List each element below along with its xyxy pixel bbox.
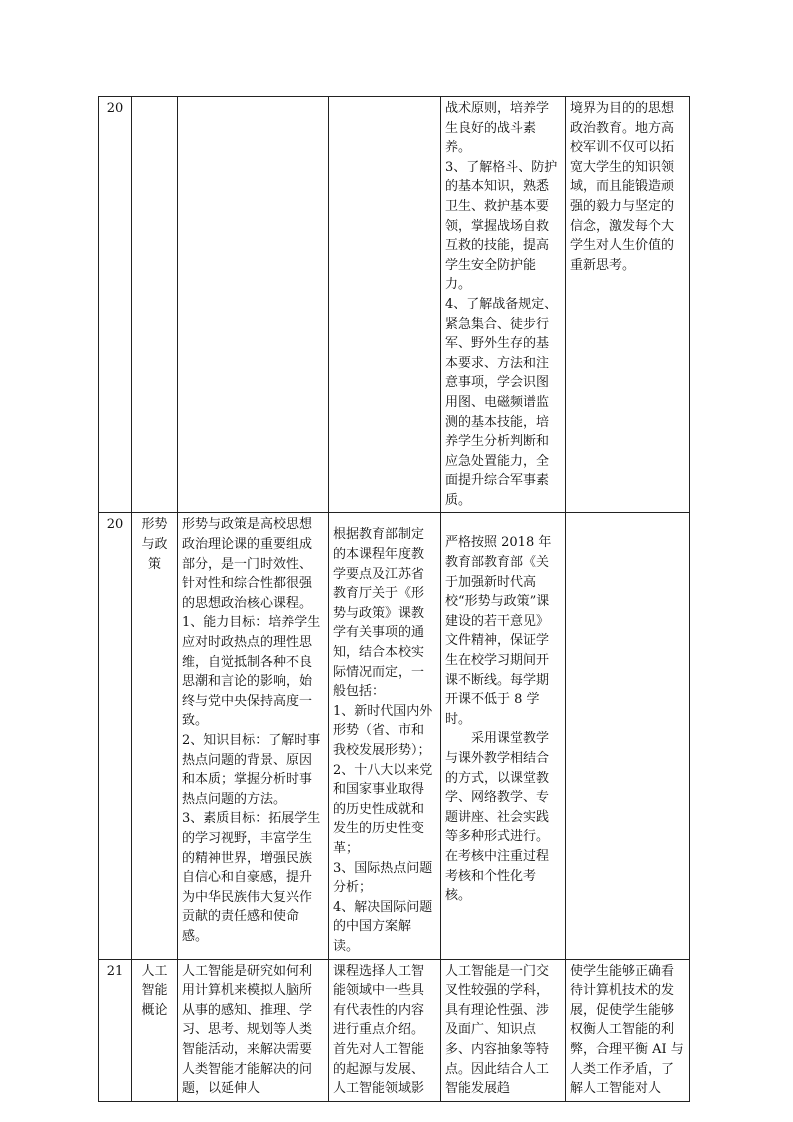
objective-cell xyxy=(178,97,329,513)
method-cell xyxy=(441,513,566,959)
content-paragraph: 3、国际热点问题分析； xyxy=(333,860,433,896)
objective-cell xyxy=(178,959,329,1101)
method-paragraph: 人工智能是一门交叉性较强的学科，具有理论性强、涉及面广、知识点多、内容抽象等特点。因此结合人工智能发展趋 xyxy=(445,963,550,1097)
objective-paragraph: 2、知识目标：了解时事热点问题的背景、原因和本质；掌握分析时事热点问题的方法。 xyxy=(182,733,321,807)
method-paragraph: 4、了解战备规定、紧急集合、徒步行军、野外生存的基本要求、方法和注意事项，学会识图用图、电磁频谱监测的基本技能，培养学生分析判断和应急处置能力，全面提升综合军事素质。 xyxy=(445,296,558,508)
table-row xyxy=(99,959,690,1101)
content-cell xyxy=(329,513,441,959)
method-paragraph: 采用课堂教学与课外教学相结合的方式，以课堂教学、网络教学、专题讲座、社会实践等多种形式进行。在考核中注重过程考核和个性化考核。 xyxy=(445,731,550,904)
content-paragraph: 1、新时代国内外形势（省、市和我校发展形势）； xyxy=(333,703,433,758)
objective-paragraph: 3、素质目标：拓展学生的学习视野，丰富学生的精神世界，增强民族自信心和自豪感，提升为中华民族伟大复兴作贡献的责任感和使命感。 xyxy=(182,811,321,944)
content-cell xyxy=(329,97,441,513)
row-number: 20 xyxy=(99,513,132,959)
remark-paragraph: 境界为目的的思想政治教育。地方高校军训不仅可以拓宽大学生的知识领域，而且能锻造顽强的毅力与坚定的信念，激发每个大学生对人生价值的重新思考。 xyxy=(570,101,675,273)
method-paragraph: 严格按照 2018 年教育部教育部《关于加强新时代高校“形势与政策”课建设的若干意见》文件精神，保证学生在校学习期间开课不断线。每学期开课不低于 8 学时。 xyxy=(445,535,552,727)
objective-paragraph: 1、能力目标：培养学生应对时政热点的理性思维，自觉抵制各种不良思潮和言论的影响，始终与党中央保持高度一致。 xyxy=(182,615,321,729)
remark-cell xyxy=(566,513,690,959)
method-cell xyxy=(441,97,566,513)
course-name: 形势与政策 xyxy=(132,513,178,959)
row-number: 21 xyxy=(99,959,132,1101)
method-paragraph: 战术原则，培养学生良好的战斗素养。 xyxy=(445,101,550,156)
remark-paragraph: 使学生能够正确看待计算机技术的发展，促使学生能够权衡人工智能的利弊，合理平衡 AI 与人类工作矛盾，了解人工智能对人 xyxy=(570,963,684,1097)
content-paragraph: 4、解决国际问题的中国方案解读。 xyxy=(333,899,433,954)
objective-paragraph: 人工智能是研究如何利用计算机来模拟人脑所从事的感知、推理、学习、思考、规划等人类智能活动，来解决需要人类智能才能解决的问题，以延伸人 xyxy=(182,963,313,1097)
table-row xyxy=(99,97,690,513)
row-number: 20 xyxy=(99,97,132,513)
content-paragraph: 根据教育部制定的本课程年度教学要点及江苏省教育厅关于《形势与政策》课教学有关事项的通知，结合本校实际情况而定，一般包括： xyxy=(333,527,425,700)
remark-cell xyxy=(566,959,690,1101)
course-name xyxy=(132,97,178,513)
method-cell xyxy=(441,959,566,1101)
remark-cell xyxy=(566,97,690,513)
method-paragraph: 3、了解格斗、防护的基本知识，熟悉卫生、救护基本要领，掌握战场自救互救的技能，提高学生安全防护能力。 xyxy=(445,159,558,293)
content-paragraph: 2、十八大以来党和国家事业取得的历史性成就和发生的历史性变革； xyxy=(333,762,433,856)
course-table xyxy=(98,96,690,1102)
content-paragraph: 课程选择人工智能领域中一些具有代表性的内容进行重点介绍。首先对人工智能的起源与发展、人工智能领域影 xyxy=(333,963,425,1097)
objective-paragraph: 形势与政策是高校思想政治理论课的重要组成部分，是一门时效性、针对性和综合性都很强的思想政治核心课程。 xyxy=(182,517,313,611)
table-row xyxy=(99,513,690,959)
content-cell xyxy=(329,959,441,1101)
objective-cell xyxy=(178,513,329,959)
course-name: 人工智能概论 xyxy=(132,959,178,1101)
